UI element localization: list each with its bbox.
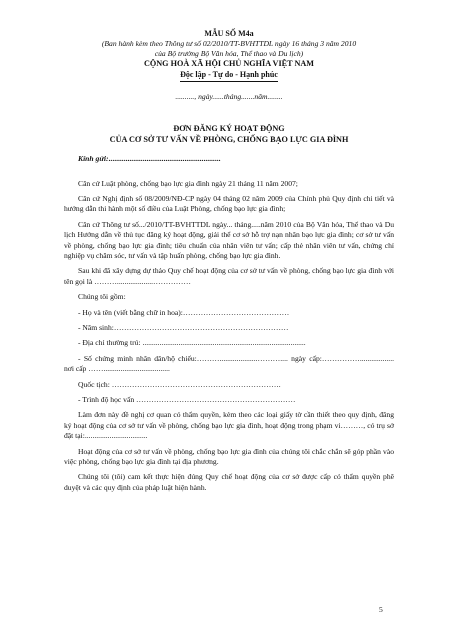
form-title-line2: CỦA CƠ SỞ TƯ VẤN VỀ PHÒNG, CHỐNG BẠO LỰC GIA ĐÌNH — [109, 134, 349, 144]
national-title: CỘNG HOÀ XÃ HỘI CHỦ NGHĨA VIỆT NAM — [143, 59, 315, 69]
field-education: - Trình độ học vấn ……………………………………………………… — [78, 395, 296, 405]
applicants-heading: Chúng tôi gồm: — [78, 292, 126, 302]
commitment-paragraph: Chúng tôi (tôi) cam kết thực hiện đúng Quy chế hoạt động của cơ sở được cấp có thẩm quyền phê duyệt và các quy định của pháp luật hiện hành. — [64, 472, 394, 492]
date-line: .........., ngày......tháng.......năm........ — [175, 91, 283, 101]
motto-wrapper — [64, 70, 394, 82]
field-residence: - Địa chỉ thường trú: ...................................................................................... — [78, 338, 306, 348]
request-paragraph: Làm đơn này đề nghị cơ quan có thẩm quyền, kèm theo các loại giấy tờ cần thiết theo quy định, đăng ký hoạt động của cơ sở tư vấn về phòng, chống bạo lực gia đình, hoạt động trong phạm vi………, có trụ sở đặt tại:................................. — [64, 410, 394, 441]
national-motto: Độc lập - Tự do - Hạnh phúc — [180, 70, 278, 82]
form-title-line1: ĐƠN ĐĂNG KÝ HOẠT ĐỘNG — [173, 123, 285, 133]
issuance-note-line2: của Bộ trưởng Bộ Văn hóa, Thể thao và Du lịch) — [154, 48, 304, 58]
legal-basis-3: Căn cứ Thông tư số.../2010/TT-BVHTTDL ngày... tháng.....năm 2010 của Bộ Văn hóa, Thể thao và Du lịch Hướng dẫn về thủ tục đăng ký hoạt động, giải thể cơ sở hỗ trợ nạn nhân bạo lực gia đình; cơ sở tư vấn về phòng, chống bạo lực gia đình; tiêu chuẩn của nhân viên tư vấn; cấp thẻ nhân viên tư vấn, chứng chỉ nghiệp vụ chăm sóc, tư vấn và tập huấn phòng, chống bạo lực gia đình. — [64, 219, 394, 260]
field-id-card: - Số chứng minh nhân dân/hộ chiếu:………....................……….... ngày cấp:…………….................. nơi cấp ……................................... — [64, 353, 394, 374]
draft-regulation-paragraph: Sau khi đã xây dựng dự thảo Quy chế hoạt động của cơ sở tư vấn về phòng, chống bạo lực gia đình với tên gọi là ………...................…………… — [64, 266, 394, 286]
salutation — [64, 154, 394, 164]
legal-basis-1: Căn cứ Luật phòng, chống bạo lực gia đình ngày 21 tháng 11 năm 2007; — [78, 178, 298, 188]
issuance-note-line1: (Ban hành kèm theo Thông tư số 02/2010/TT-BVHTTDL ngày 16 tháng 3 năm 2010 — [101, 39, 357, 49]
field-full-name: - Họ và tên (viết bằng chữ in hoa):…………………………………… — [78, 307, 290, 317]
field-nationality: Quốc tịch: …………………………………………………………. — [78, 379, 281, 389]
form-content — [64, 29, 394, 493]
purpose-paragraph: Hoạt động của cơ sở tư vấn về phòng, chống bạo lực gia đình của chúng tôi chắc chắn sẽ góp phần vào việc phòng, chống bạo lực gia đình tại địa phương. — [64, 446, 394, 467]
field-birth-year: - Năm sinh:…………………………………………………………… — [78, 323, 289, 332]
form-code: MẪU SỐ M4a — [204, 29, 254, 38]
salutation-label: Kính gửi: — [78, 154, 109, 164]
page-number: 5 — [379, 605, 383, 614]
legal-basis-2: Căn cứ Nghị định số 08/2009/NĐ-CP ngày 04 tháng 02 năm 2009 của Chính phủ Quy định chi tiết và hướng dẫn thi hành một số điều của Luật Phòng, chống bạo lực gia đình; — [64, 193, 394, 214]
salutation-recipient-blank: ........................................................... — [108, 154, 221, 164]
